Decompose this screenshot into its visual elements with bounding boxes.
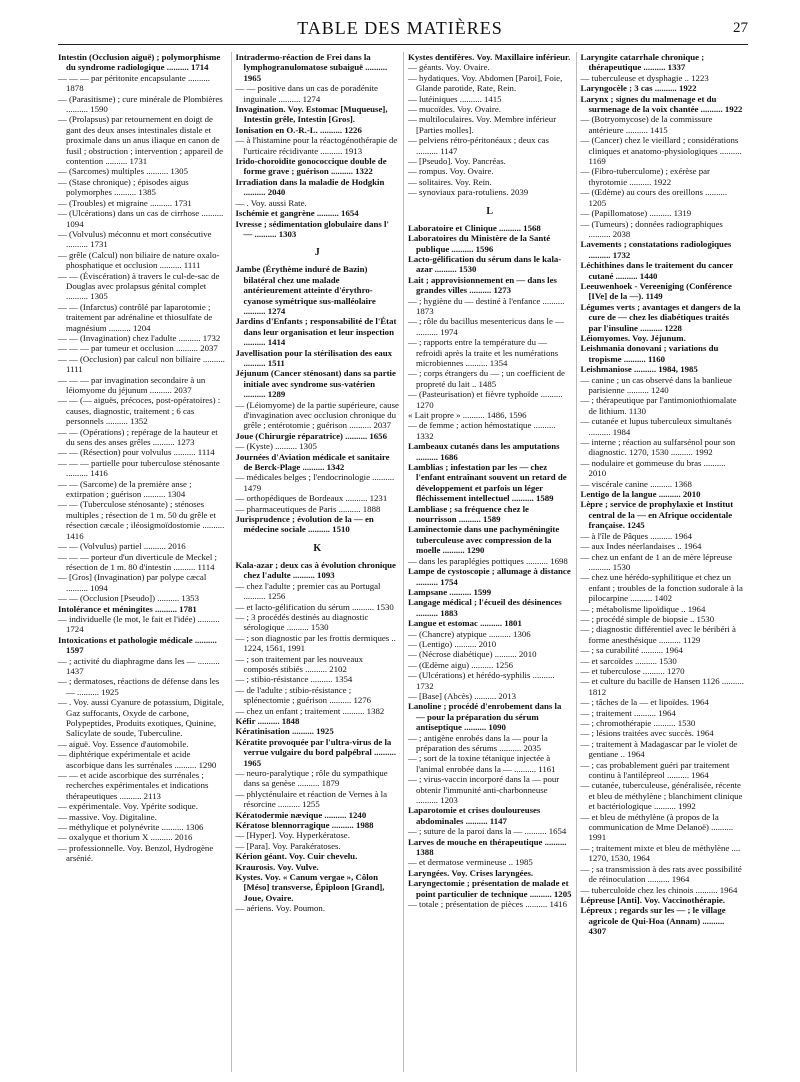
index-entry: — ; corps étrangers du — ; un coefficient de propreté du lait .. 1485 <box>408 368 565 389</box>
index-entry: — massive. Voy. Digitaline. <box>58 811 157 822</box>
index-entry: Léchithines dans le traitement du cancer cutané .......... 1440 <box>580 260 734 281</box>
index-entry: — ; suture de la paroi dans la — .......... 1654 <box>408 826 567 837</box>
index-entry: Laboratoire et Clinique .......... 1568 <box>408 222 541 233</box>
index-entry: — (Pasteurisation) et fièvre typhoïde .......... 1270 <box>408 389 563 410</box>
index-entry: — (Parasitisme) ; cure minérale de Plombières .......... 1590 <box>58 93 223 115</box>
index-entry: Leishmaniose .......... 1984, 1985 <box>580 364 698 375</box>
index-entry: — tuberculoïde chez les chinois .......... 1964 <box>580 884 738 895</box>
index-entry: Légumes verts ; avantages et dangers de la cure de — chez les diabétiques traités par l'insuline .......... 1228 <box>580 301 741 333</box>
index-entry: — tuberculeuse et dysphagie .. 1223 <box>580 72 709 83</box>
index-entry: — — et acide ascorbique des surrénales ; recherches expérimentales et indications thérapeutiques .......... 2113 <box>58 770 209 801</box>
index-entry: — ; tâches de la — et lipoïdes. 1964 <box>580 697 709 708</box>
index-entry: — neuro-paralytique ; rôle du sympathique dans sa genèse .......... 1879 <box>235 768 388 789</box>
index-entry: Intoxications et pathologie médicale .......... 1597 <box>58 634 217 656</box>
index-entry: Lambliase ; sa fréquence chez le nourrisson .......... 1589 <box>408 503 529 525</box>
index-entry: — — (Volvulus) partiel .......... 2016 <box>58 541 186 552</box>
index-entry: — ; sa transmission à des rats avec possibilité de réinoculation .......... 1964 <box>580 863 742 885</box>
index-entry: Lentigo de la langue .......... 2010 <box>580 489 701 500</box>
index-entry: Lacto-gélification du sérum dans le kala-azar .......... 1530 <box>408 253 562 275</box>
index-entry: Lèpre ; service de prophylaxie et Institut central de la — en Afrique occidentale française. 1245 <box>580 499 734 531</box>
index-entry: — rompus. Voy. Ovaire. <box>408 166 494 177</box>
index-entry: — . Voy. aussi Cyanure de potassium, Digitale, Gaz suffocants, Oxyde de carbone, Polypeptides, Produits exotiques, Quinine, Salicylate de soude, Tuberculine. <box>58 697 224 739</box>
index-entry: — — — porteur d'un diverticule de Meckel ; résection de 1 m. 80 d'intestin .......... 1114 <box>58 551 217 572</box>
index-entry: — lutéiniques .......... 1415 <box>408 93 502 104</box>
index-entry: — — — par tumeur et occlusion .......... 2037 <box>58 343 218 354</box>
index-entry: — (Lentigo) .......... 2010 <box>408 638 497 649</box>
index-entry: — — (Occlusion [Pseudo]) .......... 1353 <box>58 593 199 604</box>
index-entry: — canine ; un cas observé dans la banlieue parisienne .......... 1240 <box>580 374 732 395</box>
index-entry: Larves de mouche en thérapeutique .......... 1388 <box>408 836 567 858</box>
index-entry: Lampe de cystoscopie ; allumage à distance .......... 1754 <box>408 566 571 587</box>
page-title: TABLE DES MATIÈRES <box>297 18 503 38</box>
index-entry: Ivresse ; sédimentation globulaire dans l' — .......... 1303 <box>235 218 389 239</box>
index-entry: Langage médical ; l'écueil des désinences .......... 1883 <box>408 597 562 618</box>
index-entry: — (Sarcomes) multiples .......... 1305 <box>58 166 188 177</box>
index-entry: Jardins d'Enfants ; responsabilité de l'État dans leur organisation et leur inspection .......... 1414 <box>235 316 397 348</box>
index-entry: Lépreux ; regards sur les — ; le village agricole de Qui-Hoa (Annam) .......... 4307 <box>580 905 726 937</box>
index-entry: Lanoline ; procédé d'enrobement dans la — pour la préparation du sérum antiseptique .......... 1090 <box>408 701 562 733</box>
index-entry: Laminectomie dans une pachyméningite tuberculeuse avec compression de la moelle .......... 1290 <box>408 524 560 556</box>
index-entry: — [Hyper]. Voy. Hyperkératose. <box>235 830 350 841</box>
index-entry: — — — par péritonite encapsulante .......... 1878 <box>58 72 210 94</box>
index-entry: — ; stibio-résistance .......... 1354 <box>235 674 353 685</box>
index-entry: — diphtérique expérimentale et acide ascorbique dans les surrénales .......... 1290 <box>58 749 217 770</box>
index-entry: Jurisprudence ; évolution de la — en médecine sociale .......... 1510 <box>235 514 374 535</box>
index-entry: — (Cancer) chez le vieillard ; considérations cliniques et anatomo-physiologiques .......... 1169 <box>580 135 742 167</box>
index-entry: « Lait propre » .......... 1486, 1596 <box>408 410 527 420</box>
index-entry: — . Voy. aussi Rate. <box>235 197 307 208</box>
index-entry: — géants. Voy. Ovaire. <box>408 62 490 73</box>
index-entry: — ; dermatoses, réactions de défense dans les — .......... 1925 <box>58 676 220 697</box>
index-entry: Laparotomie et crises douloureuses abdominales .......... 1147 <box>408 805 541 826</box>
index-entry: — — (— aiguës, précoces, post-opératoires) : causes, diagnostic, traitement ; 6 cas personnels .......... 1352 <box>58 395 221 427</box>
index-entry: — à l'île de Pâques .......... 1964 <box>580 530 693 541</box>
index-entry: — [Gros] (Invagination) par polype cæcal .......... 1094 <box>58 572 207 593</box>
index-entry: Kystes. Voy. « Canum vergae », Côlon [Méso] transverse, Épiploon [Grand], Joue, Ovaire. <box>235 872 385 903</box>
index-entry: — (Troubles) et migraine .......... 1731 <box>58 197 192 208</box>
header-rule <box>58 44 748 45</box>
index-entry: — grêle (Calcul) non biliaire de nature oxalo-phosphatique et occlusion .......... 1111 <box>58 249 220 271</box>
index-entry: — — (Sarcome) de la première anse ; extirpation ; guérison .......... 1304 <box>58 478 192 500</box>
index-entry: — aux Indes néerlandaises .. 1964 <box>580 541 702 552</box>
index-column-4 <box>576 52 749 1072</box>
index-entry: Javellisation pour la stérilisation des eaux .......... 1511 <box>235 347 392 368</box>
index-column-2 <box>231 52 404 1072</box>
index-entry: — (Chancre) atypique .......... 1306 <box>408 628 531 639</box>
index-entry: Kératite provoquée par l'ultra-virus de la verrue vulgaire du bord palpébral .......... 1965 <box>235 736 397 768</box>
index-entry: — ; thérapeutique par l'antimoniothiomalate de lithium. 1130 <box>580 395 737 416</box>
index-entry: Jéjunum (Cancer sténosant) dans sa partie initiale avec syndrome sus-vatérien .......... 1289 <box>235 368 396 400</box>
index-entry: Irido-choroïdite gonococcique double de forme grave ; guérison .......... 1322 <box>235 156 387 177</box>
index-column-3 <box>403 52 576 1072</box>
index-entry: — — (Opérations) ; repérage de la hauteur et du sens des anses grêles .......... 1273 <box>58 426 218 448</box>
index-entry: — [Pseudo]. Voy. Pancréas. <box>408 156 506 167</box>
index-entry: — — (Invagination) chez l'adulte .......... 1732 <box>58 332 221 343</box>
index-entry: — phlycténulaire et réaction de Vernes à la résorcine .......... 1255 <box>235 788 388 810</box>
index-entry: Jambe (Érythème induré de Bazin) bilatéral chez une malade antérieurement atteinte d'érythro-cyanose symétrique sus-malléolaire .......... 1274 <box>235 264 376 316</box>
index-entry: — — — par invagination secondaire à un léiomyome du jéjunum .......... 2037 <box>58 374 206 395</box>
index-entry: — aiguë. Voy. Essence d'automobile. <box>58 738 189 749</box>
index-entry: — (Papillomatose) .......... 1319 <box>580 208 692 219</box>
index-entry: — (Ulcérations) et hérédo-syphilis .......... 1732 <box>408 670 555 691</box>
index-columns <box>58 52 748 1072</box>
index-entry: — multiloculaires. Voy. Membre inférieur [Parties molles]. <box>408 114 557 135</box>
index-entry: — — — partielle pour tuberculose sténosante .......... 1416 <box>58 457 220 479</box>
index-entry: Lambeaux cutanés dans les amputations .......... 1686 <box>408 441 560 462</box>
index-entry: Langue et estomac .......... 1801 <box>408 618 522 629</box>
index-entry: — (Nécrose diabétique) .......... 2010 <box>408 649 537 660</box>
index-entry: — ; rôle du bacillus mesentericus dans le — .......... 1974 <box>408 316 564 337</box>
index-entry: — hydatiques. Voy. Abdomen [Paroi], Foie, Glande parotide, Rate, Rein. <box>408 72 563 94</box>
index-entry: — (Ulcérations) dans un cas de cirrhose .......... 1094 <box>58 208 224 229</box>
index-entry: — et tuberculose .......... 1270 <box>580 665 685 676</box>
index-entry: Joue (Chirurgie réparatrice) .......... 1656 <box>235 430 387 441</box>
index-entry: — chez une hérédo-syphilitique et chez un enfant ; troubles de la fonction sudorale à la pilocarpine .......... 1402 <box>580 572 743 604</box>
index-entry: — ; cas probablement guéri par traitement continu à l'antilépreol .......... 1964 <box>580 759 730 781</box>
section-letter: K <box>313 542 322 554</box>
index-entry: — — (Résection) pour volvulus .......... 1114 <box>58 447 215 458</box>
index-entry: — et dermatose vermineuse .. 1985 <box>408 857 533 868</box>
index-entry: — ; sa curabilité .......... 1964 <box>580 645 683 656</box>
index-entry: — ; sort de la toxine tétanique injectée à l'animal enrobée dans la — .......... 1161 <box>408 753 556 774</box>
index-entry: — — (Infarctus) contrôlé par laparotomie ; traitement par adrénaline et thiosulfate de magnésium .......... 1204 <box>58 301 213 333</box>
index-entry: — synoviaux para-rotuliens. 2039 <box>408 187 529 198</box>
index-entry: — nodulaire et gommeuse du bras .......... 2010 <box>580 457 726 479</box>
index-entry: — ; virus-vaccin incorporé dans la — pour obtenir l'immunité anti-charbonneuse .......... 1203 <box>408 774 560 806</box>
index-entry: — (Stase chronique) ; épisodes aigus polymorphes .......... 1385 <box>58 176 189 198</box>
index-entry: Lépreuse [Anti]. Voy. Vaccinothérapie. <box>580 894 726 905</box>
index-entry: — viscérale canine .......... 1368 <box>580 478 692 489</box>
index-entry: — interne ; réaction au sulfarsénol pour son diagnostic. 1270, 1530 .......... 1992 <box>580 437 736 458</box>
index-entry: — individuelle (le mot, le fait et l'idée) .......... 1724 <box>58 613 220 635</box>
index-entry: — [Para]. Voy. Parakératoses. <box>235 840 341 851</box>
index-entry: — ; traitement .......... 1964 <box>580 707 676 718</box>
index-entry: Leeuwenhoek - Vereeniging (Conférence [IVe] de la —). 1149 <box>580 280 732 302</box>
index-entry: — professionnelle. Voy. Benzol, Hydrogène arsénié. <box>58 842 214 864</box>
index-entry: — et culture du bacille de Hansen 1126 .......... 1812 <box>580 676 744 697</box>
index-entry: Laryngite catarrhale chronique ; thérapeutique .......... 1337 <box>580 52 705 73</box>
index-entry: — cutanée et lupus tuberculeux simultanés .......... 1984 <box>580 416 732 437</box>
index-entry: — ; chromothérapie .......... 1530 <box>580 718 696 728</box>
index-entry: Lampsane .......... 1599 <box>408 586 492 597</box>
index-entry: Leishmania donovani ; variations du tropisme .......... 1160 <box>580 343 719 364</box>
index-entry: Kala-azar ; deux cas à évolution chronique chez l'adulte .......... 1093 <box>235 559 396 581</box>
index-entry: — ; hygiène du — destiné à l'enfance .......... 1873 <box>408 295 565 316</box>
index-entry: Kératose blennorragique .......... 1988 <box>235 820 374 831</box>
index-entry: — orthopédiques de Bordeaux .......... 1231 <box>235 493 388 504</box>
index-entry: — ; son traitement par les nouveaux composés stibiés .......... 2102 <box>235 653 364 674</box>
index-entry: Laboratoires du Ministère de la Santé publique .......... 1596 <box>408 233 551 254</box>
index-entry: Invagination. Voy. Estomac [Muqueuse], Intestin grêle, Intestin [Gros]. <box>235 104 388 125</box>
index-entry: — et bleu de méthylène (à propos de la communication de Mme Delanoë) .......... 1991 <box>580 811 734 843</box>
index-entry: — (Botryomycose) de la commissure antérieure .......... 1415 <box>580 114 713 135</box>
index-entry: Intolérance et méningites .......... 1781 <box>58 603 197 614</box>
index-entry: Intradermo-réaction de Frei dans la lymphogranulomatose subaiguë .......... 1965 <box>235 52 388 83</box>
index-entry: — aériens. Voy. Poumon. <box>235 903 326 914</box>
index-entry: Kérion géant. Voy. Cuir chevelu. <box>235 851 358 862</box>
index-entry: — ; son diagnostic par les frottis dermiques .. 1224, 1561, 1991 <box>235 632 396 654</box>
index-entry: — — (Éviscération) à travers le cul-de-sac de Douglas avec prolapsus génital complet .......... 1305 <box>58 270 220 302</box>
index-entry: — expérimentale. Voy. Ypérite sodique. <box>58 801 198 812</box>
index-entry: — (Œdème) au cours des oreillons .......... 1205 <box>580 187 728 208</box>
index-entry: Laryngées. Voy. Crises laryngées. <box>408 867 534 878</box>
index-entry: — (Prolapsus) par retournement en doigt de gant des deux anses intestinales distale et proximale dans un anus iliaque en canon de fusil ; obstruction ; intervention ; appareil de contention .......... 1731 <box>58 114 224 167</box>
index-entry: Irradiation dans la maladie de Hodgkin .......... 2040 <box>235 176 385 198</box>
index-entry: — (Kyste) .......... 1305 <box>235 441 317 452</box>
index-entry: — ; activité du diaphragme dans les — .......... 1437 <box>58 655 220 676</box>
index-entry: — cutanée, tuberculeuse, généralisée, récente et bleu de méthylène ; blanchiment clinique et bactériologique .......... 1992 <box>580 780 743 812</box>
index-entry: — chez un enfant ; traitement .......... 1382 <box>235 705 385 716</box>
index-entry: Journées d'Aviation médicale et sanitaire de Berck-Plage .......... 1342 <box>235 451 390 473</box>
index-entry: Lait ; approvisionnement en — dans les grandes villes .......... 1273 <box>408 274 557 296</box>
index-entry: — ; lésions traitées avec succès. 1964 <box>580 728 714 739</box>
index-entry: Kystes dentifères. Voy. Maxillaire inférieur. <box>408 52 571 62</box>
index-entry: — totale ; présentation de pièces .......... 1416 <box>408 899 568 910</box>
index-entry: Laryngocèle ; 3 cas .......... 1922 <box>580 83 697 94</box>
index-entry: — oxalyque et thorium X .......... 2016 <box>58 832 193 843</box>
index-entry: Ionisation en O.-R.-L. .......... 1226 <box>235 124 362 135</box>
index-entry: — ; traitement mixte et bleu de méthylène .... 1270, 1530, 1964 <box>580 842 741 864</box>
index-entry: — — (Tuberculose sténosante) ; sténoses multiples ; résection de 1 m. 50 du grêle et résection cæcale ; iléosigmoïdostomie .......... 1416 <box>58 499 225 541</box>
index-entry: Lavements ; constatations radiologiques .......... 1732 <box>580 239 732 260</box>
index-entry: Larynx ; signes du malmenage et du surmenage de la voix chantée .......... 1922 <box>580 93 743 115</box>
index-entry: Laryngectomie ; présentation de malade et point particulier de technique .......... 1205 <box>408 878 572 899</box>
index-entry: — (Volvulus) méconnu et mort consécutive .......... 1731 <box>58 228 212 250</box>
section-letter: J <box>314 247 320 259</box>
index-entry: — (Œdème aigu) .......... 1256 <box>408 659 514 670</box>
index-entry: — (Fibro-tuberculome) ; exérèse par thyrotomie .......... 1922 <box>580 166 710 187</box>
index-entry: — ; métabolisme lipoïdique .. 1964 <box>580 603 706 614</box>
page-number: 27 <box>733 20 748 36</box>
index-entry: — pharmaceutiques de Paris .......... 1888 <box>235 503 381 514</box>
index-entry: Ischémie et gangrène .......... 1654 <box>235 208 359 219</box>
index-entry: — (Léiomyome) de la partie supérieure, cause d'invagination avec occlusion chronique du grêle ; entérotomie ; guérison .......... 2037 <box>235 399 399 431</box>
index-column-1 <box>58 52 231 1072</box>
index-entry: — de l'adulte ; stibio-résistance ; splénectomie ; guérison .......... 1276 <box>235 684 372 706</box>
index-entry: — ; rapports entre la température du — refroidi après la traite et les numérations microbiennes .......... 1354 <box>408 337 559 368</box>
index-entry: — chez l'adulte ; premier cas au Portugal .......... 1256 <box>235 580 381 602</box>
index-entry: — méthylique et polynévrite .......... 1306 <box>58 822 204 833</box>
section-letter: L <box>486 205 494 217</box>
index-entry: — ; procédé simple de biopsie .. 1530 <box>580 613 715 624</box>
index-entry: — ; traitement à Madagascar par le violet de gentiane .. 1964 <box>580 738 738 760</box>
index-entry: Kératinisation .......... 1925 <box>235 726 334 737</box>
index-entry: — — positive dans un cas de poradénite inguinale .......... 1274 <box>235 83 378 104</box>
index-entry: — de femme ; action hémostatique .......... 1332 <box>408 420 556 441</box>
index-entry: — ; 3 procédés destinés au diagnostic sérologique .......... 1530 <box>235 611 369 633</box>
index-entry: — mucoïdes. Voy. Ovaire. <box>408 104 501 115</box>
index-entry: — chez un enfant de 1 an de mère lépreuse .......... 1530 <box>580 551 733 572</box>
index-entry: Kéfir .......... 1848 <box>235 715 300 726</box>
index-entry: — pelviens rétro-péritonéaux ; deux cas .......... 1147 <box>408 135 549 156</box>
index-entry: — ; antigène enrobés dans la — pour la préparation des sérums .......... 2035 <box>408 732 548 753</box>
index-entry: — ; diagnostic différentiel avec le béribéri à forme anesthésique .......... 1129 <box>580 624 736 645</box>
index-entry: — — (Occlusion) par calcul non biliaire .......... 1111 <box>58 353 225 375</box>
index-entry: — dans les paraplégies pottiques .......... 1698 <box>408 555 568 566</box>
index-entry: — et sarcoïdes .......... 1530 <box>580 655 677 666</box>
index-entry: — médicales belges ; l'endocrinologie .......... 1479 <box>235 472 395 493</box>
index-entry: — [Base] (Abcès) .......... 2013 <box>408 690 516 701</box>
index-entry: — et lacto-gélification du sérum .......... 1530 <box>235 601 394 612</box>
index-entry: Léiomyomes. Voy. Jéjunum. <box>580 332 686 343</box>
index-entry: Kératodermie nævique .......... 1240 <box>235 809 367 820</box>
index-entry: Lamblias ; infestation par les — chez l'enfant entraînant souvent un retard de développement et parfois un léger fléchissement intellectuel .......... 1589 <box>408 462 567 504</box>
index-entry: — à l'histamine pour la réactogénothérapie de l'urticaire récidivante .......... 1913 <box>235 135 398 156</box>
index-entry: — solitaires. Voy. Rein. <box>408 176 492 187</box>
index-entry: Kraurosis. Voy. Vulve. <box>235 861 319 872</box>
index-entry: Intestin (Occlusion aiguë) ; polymorphisme du syndrome radiologique .......... 1714 <box>58 52 221 73</box>
index-entry: — (Tumeurs) ; données radiographiques .......... 2038 <box>580 218 723 239</box>
